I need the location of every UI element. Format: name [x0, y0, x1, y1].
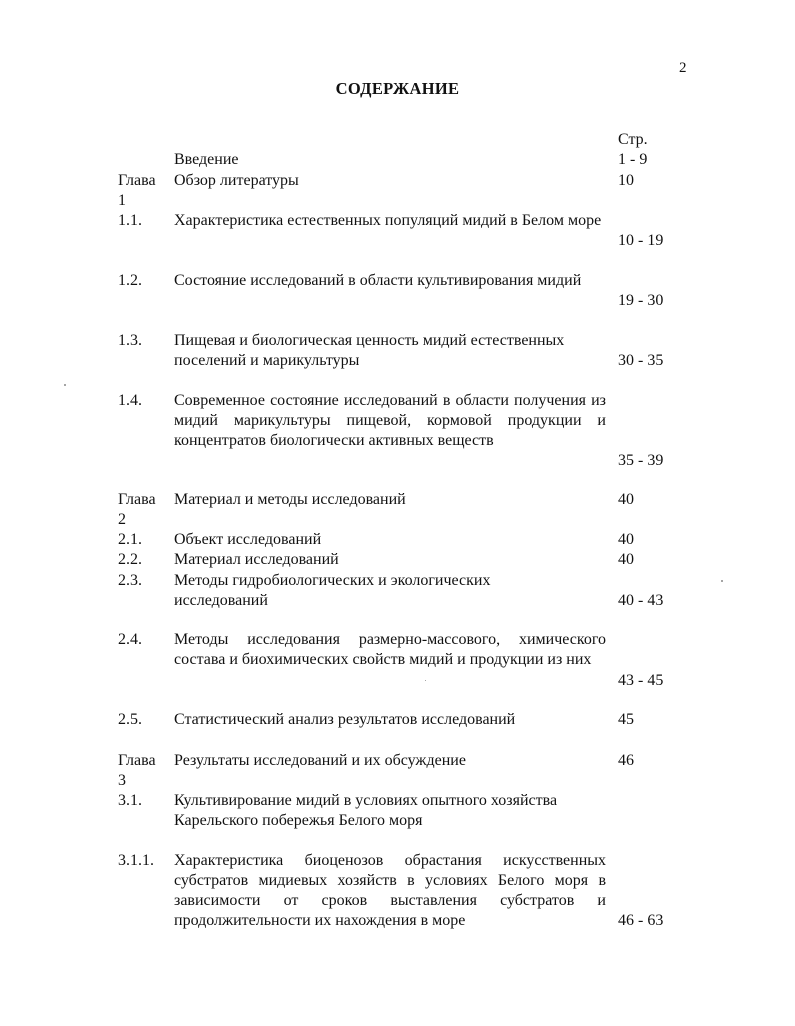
- toc-entry-text: Объект исследований: [174, 531, 322, 548]
- toc-entry-text: Методы исследования размерно-массового, химического состава и биохимических свойств мидий и продукции из них: [174, 631, 606, 668]
- toc-entry-pages: 46: [618, 752, 634, 769]
- toc-entry-pages: 45: [618, 711, 634, 728]
- scan-speck: [425, 680, 426, 681]
- scan-speck: [721, 580, 723, 582]
- toc-entry-number: Глава 3: [118, 752, 156, 789]
- toc-entry-number: 2.1.: [118, 531, 142, 548]
- toc-entry-pages: 40 - 43: [618, 592, 664, 609]
- toc-entry-text: Материал и методы исследований: [174, 491, 406, 508]
- toc-entry-number: 2.5.: [118, 711, 142, 728]
- toc-entry-text: Современное состояние исследований в области получения из мидий марикультуры пищевой, кормовой продукции и концентратов биологически активных веществ: [174, 392, 606, 449]
- toc-entry-pages: 10: [618, 172, 634, 189]
- toc-entry-number: 3.1.1.: [118, 852, 154, 869]
- toc-entry-text: Статистический анализ результатов исследований: [174, 711, 516, 728]
- pages-column-header: Стр.: [618, 131, 648, 148]
- toc-entry-text: Обзор литературы: [174, 172, 299, 189]
- toc-entry-pages: 40: [618, 531, 634, 548]
- toc-entry-number: 1.4.: [118, 392, 142, 409]
- toc-entry-number: Глава 1: [118, 172, 156, 209]
- toc-entry-pages: 43 - 45: [618, 672, 664, 689]
- toc-entry-number: 2.2.: [118, 551, 142, 568]
- page-title: СОДЕРЖАНИЕ: [335, 79, 460, 98]
- toc-entry-number: 1.1.: [118, 212, 142, 229]
- toc-entry-number: 3.1.: [118, 792, 142, 809]
- toc-entry-pages: 10 - 19: [618, 232, 664, 249]
- toc-entry-text: Культивирование мидий в условиях опытного хозяйства Карельского побережья Белого моря: [174, 792, 558, 829]
- toc-entry-pages: 40: [618, 551, 634, 568]
- toc-entry-pages: 1 - 9: [618, 151, 648, 168]
- toc-entry-pages: 46 - 63: [618, 912, 664, 929]
- toc-entry-number: 1.3.: [118, 332, 142, 349]
- toc-entry-pages: 40: [618, 491, 634, 508]
- toc-entry-number: 1.2.: [118, 272, 142, 289]
- toc-entry-text: Состояние исследований в области культивирования мидий: [174, 272, 582, 289]
- toc-entry-pages: 35 - 39: [618, 452, 664, 469]
- toc-entry-pages: 19 - 30: [618, 292, 664, 309]
- toc-entry-number: Глава 2: [118, 491, 156, 528]
- page-number: 2: [679, 60, 687, 76]
- toc-entry-text: Материал исследований: [174, 551, 339, 568]
- toc-entry-text: Пищевая и биологическая ценность мидий естественных поселений и марикультуры: [174, 332, 565, 369]
- toc-entry-pages: 30 - 35: [618, 352, 664, 369]
- toc-entry-text: Характеристика естественных популяций мидий в Белом море: [174, 212, 602, 229]
- scan-speck: [64, 384, 66, 386]
- toc-entry-text: Характеристика биоценозов обрастания искусственных субстратов мидиевых хозяйств в условиях Белого моря в зависимости от сроков выставления субстратов и продолжительности их нахождения в море: [174, 852, 606, 929]
- toc-entry-number: 2.4.: [118, 631, 142, 648]
- toc-entry-text: Результаты исследований и их обсуждение: [174, 752, 466, 769]
- toc-entry-text: Введение: [174, 151, 239, 168]
- toc-entry-text: Методы гидробиологических и экологических исследований: [174, 572, 491, 609]
- toc-entry-number: 2.3.: [118, 572, 142, 589]
